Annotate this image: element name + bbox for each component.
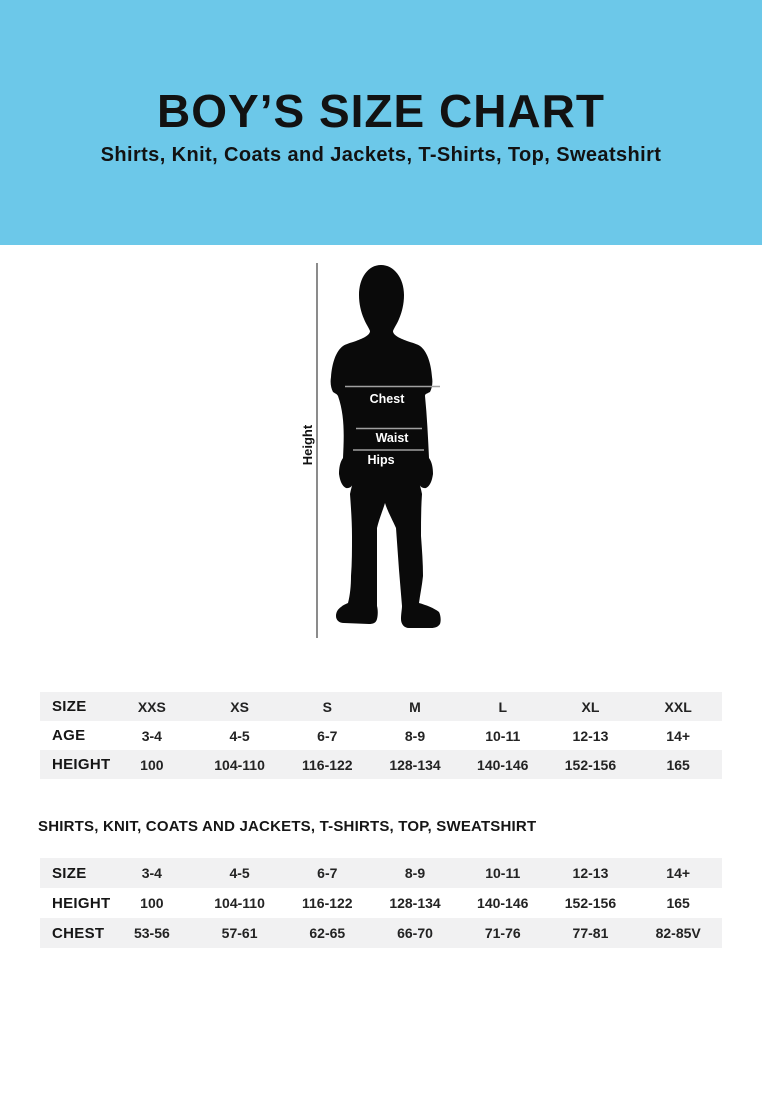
garment-section-heading: SHIRTS, KNIT, COATS AND JACKETS, T-SHIRTS, TOP, SWEATSHIRT <box>38 818 537 835</box>
table-cell: 10-11 <box>485 865 521 881</box>
size-age-height-table <box>40 692 722 779</box>
table-cell: 152-156 <box>564 895 617 911</box>
table-cell: 71-76 <box>484 925 521 941</box>
row-label: SIZE <box>52 698 87 715</box>
table-cell: 62-65 <box>309 925 346 941</box>
table-cell: 12-13 <box>572 727 609 744</box>
table-cell: 104-110 <box>214 756 265 773</box>
table-cell: 140-146 <box>477 756 529 773</box>
table-cell: 77-81 <box>572 925 609 941</box>
table-cell: 3-4 <box>141 727 162 744</box>
table-cell: 128-134 <box>389 756 441 773</box>
table-cell: 12-13 <box>572 865 609 881</box>
table-cell: 6-7 <box>317 727 338 744</box>
table-cell: 14+ <box>666 727 691 744</box>
table-cell: 3-4 <box>141 865 162 881</box>
table-cell: XXL <box>664 698 692 715</box>
height-label: Height <box>300 424 315 466</box>
table-row-height <box>40 888 722 918</box>
table-cell: 6-7 <box>317 865 338 881</box>
table-cell: 53-56 <box>133 925 170 941</box>
page-subtitle: Shirts, Knit, Coats and Jackets, T-Shirts, Top, Sweatshirt <box>100 144 662 166</box>
page-title: BOY’S SIZE CHART <box>157 85 605 137</box>
table-cell: 14+ <box>666 865 691 881</box>
header-banner <box>0 0 762 245</box>
table-cell: XL <box>581 698 600 715</box>
chest-label: Chest <box>369 392 405 406</box>
table-cell: 82-85V <box>655 925 701 941</box>
garment-size-table <box>40 858 722 948</box>
table-cell: S <box>322 698 332 715</box>
table-cell: 128-134 <box>389 895 441 911</box>
table-cell: 140-146 <box>477 895 529 911</box>
table-cell: 152-156 <box>564 756 617 773</box>
table-row-size <box>40 692 722 721</box>
row-label: AGE <box>52 727 86 744</box>
table-cell: 57-61 <box>221 925 258 941</box>
hips-label: Hips <box>367 453 395 467</box>
table-cell: 165 <box>666 895 690 911</box>
row-label: HEIGHT <box>52 756 111 773</box>
table-cell: M <box>409 698 421 715</box>
waist-label: Waist <box>375 431 409 445</box>
table-cell: 4-5 <box>229 727 250 744</box>
table-cell: XS <box>230 698 249 715</box>
table-row-size <box>40 858 722 888</box>
table-cell: 165 <box>666 756 690 773</box>
table-cell: 4-5 <box>229 865 250 881</box>
table-row-chest <box>40 918 722 948</box>
row-label: CHEST <box>52 924 105 942</box>
table-cell: 104-110 <box>214 895 265 911</box>
table-cell: 8-9 <box>404 727 426 744</box>
table-cell: 116-122 <box>301 895 353 911</box>
table-cell: 116-122 <box>301 756 353 773</box>
row-label: SIZE <box>52 864 87 882</box>
table-cell: 100 <box>140 756 164 773</box>
table-row-age <box>40 721 722 750</box>
table-cell: 66-70 <box>397 925 433 941</box>
table-row-height <box>40 750 722 779</box>
row-label: HEIGHT <box>52 894 111 912</box>
table-cell: 8-9 <box>404 865 426 881</box>
table-cell: XXS <box>137 698 166 715</box>
table-cell: 10-11 <box>485 727 521 744</box>
table-cell: L <box>498 698 508 715</box>
table-cell: 100 <box>140 895 164 911</box>
boy-silhouette <box>331 265 441 628</box>
